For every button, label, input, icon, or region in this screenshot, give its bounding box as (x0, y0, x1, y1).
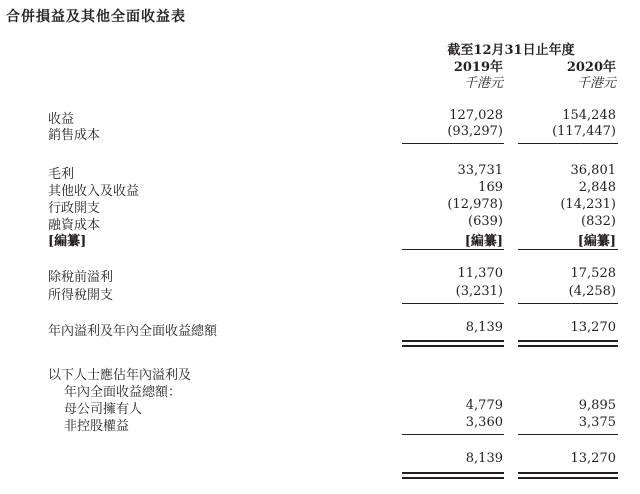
value-2020: (4,258) (568, 284, 616, 299)
value-2019: (93,297) (447, 124, 503, 139)
subtotal-rule (518, 143, 618, 144)
row-owners-of-parent (0, 398, 640, 417)
year-2019-header: 2019年 (453, 60, 503, 75)
value-2020: 2,848 (578, 180, 616, 195)
subtotal-rule (518, 249, 618, 250)
value-2019: 169 (478, 180, 503, 195)
value-2020: 36,801 (570, 163, 616, 178)
value-2019: 4,779 (465, 398, 503, 413)
statement-title: 合併損益及其他全面收益表 (6, 9, 186, 25)
value-2019: 11,370 (457, 266, 503, 281)
row-attributable-heading-2 (0, 381, 640, 400)
value-2020: 3,375 (578, 415, 616, 430)
value-2019: 33,731 (457, 163, 503, 178)
subtotal-rule (402, 303, 504, 304)
total-double-rule (518, 345, 618, 347)
row-finance-costs (0, 214, 640, 233)
row-label: 行政開支 (48, 201, 101, 216)
row-profit-before-tax (0, 266, 640, 285)
value-2020: 13,270 (570, 451, 616, 466)
value-2019: [編纂] (464, 234, 503, 249)
year-2020-header: 2020年 (566, 60, 616, 75)
row-other-income (0, 180, 640, 199)
unit-2020: 千港元 (576, 76, 616, 91)
row-redacted (0, 230, 640, 249)
unit-2019: 千港元 (463, 76, 503, 91)
total-double-rule (402, 345, 504, 347)
row-non-controlling-interests (0, 415, 640, 434)
row-attributable-heading-1 (0, 364, 640, 383)
row-label: 母公司擁有人 (64, 402, 143, 417)
subtotal-rule (518, 303, 618, 304)
value-2019: (3,231) (455, 284, 503, 299)
value-2019: (12,978) (447, 197, 503, 212)
value-2020: (14,231) (560, 197, 616, 212)
row-profit-for-year (0, 320, 640, 339)
subtotal-rule (402, 434, 504, 435)
row-label: 年內溢利及年內全面收益總額 (48, 324, 218, 339)
row-attributable-total (0, 451, 640, 467)
subtotal-rule (402, 249, 504, 250)
row-label: 銷售成本 (48, 128, 101, 143)
total-double-rule (518, 472, 618, 474)
row-label: 非控股權益 (64, 419, 130, 434)
value-2020: [編纂] (577, 234, 616, 249)
row-cost-of-sales (0, 124, 640, 143)
total-double-rule (402, 472, 504, 474)
total-double-rule (402, 340, 504, 342)
value-2019: 8,139 (465, 320, 503, 335)
value-2019: 127,028 (449, 108, 503, 123)
value-2020: (832) (581, 214, 616, 229)
row-gross-profit (0, 163, 640, 182)
value-2019: 8,139 (465, 451, 503, 466)
row-label: 以下人士應佔年內溢利及 (48, 368, 192, 383)
value-2020: (117,447) (552, 124, 616, 139)
row-label: [編纂] (48, 234, 87, 249)
value-2020: 154,248 (562, 108, 616, 123)
row-label: 融資成本 (48, 218, 101, 233)
subtotal-rule (518, 434, 618, 435)
total-double-rule (402, 477, 504, 479)
row-admin-expenses (0, 197, 640, 216)
value-2019: (639) (468, 214, 503, 229)
row-label: 除稅前溢利 (48, 270, 114, 285)
row-revenue (0, 108, 640, 127)
value-2020: 13,270 (570, 320, 616, 335)
subtotal-rule (402, 143, 504, 144)
value-2019: 3,360 (465, 415, 503, 430)
row-label: 其他收入及收益 (48, 184, 140, 199)
row-income-tax (0, 284, 640, 303)
row-label: 收益 (48, 112, 75, 127)
row-label: 毛利 (48, 167, 75, 182)
total-double-rule (518, 477, 618, 479)
value-2020: 17,528 (570, 266, 616, 281)
value-2020: 9,895 (578, 398, 616, 413)
row-label: 年內全面收益總額： (64, 385, 182, 400)
total-double-rule (518, 340, 618, 342)
period-header: 截至12月31日止年度 (447, 43, 575, 58)
row-label: 所得稅開支 (48, 288, 114, 303)
